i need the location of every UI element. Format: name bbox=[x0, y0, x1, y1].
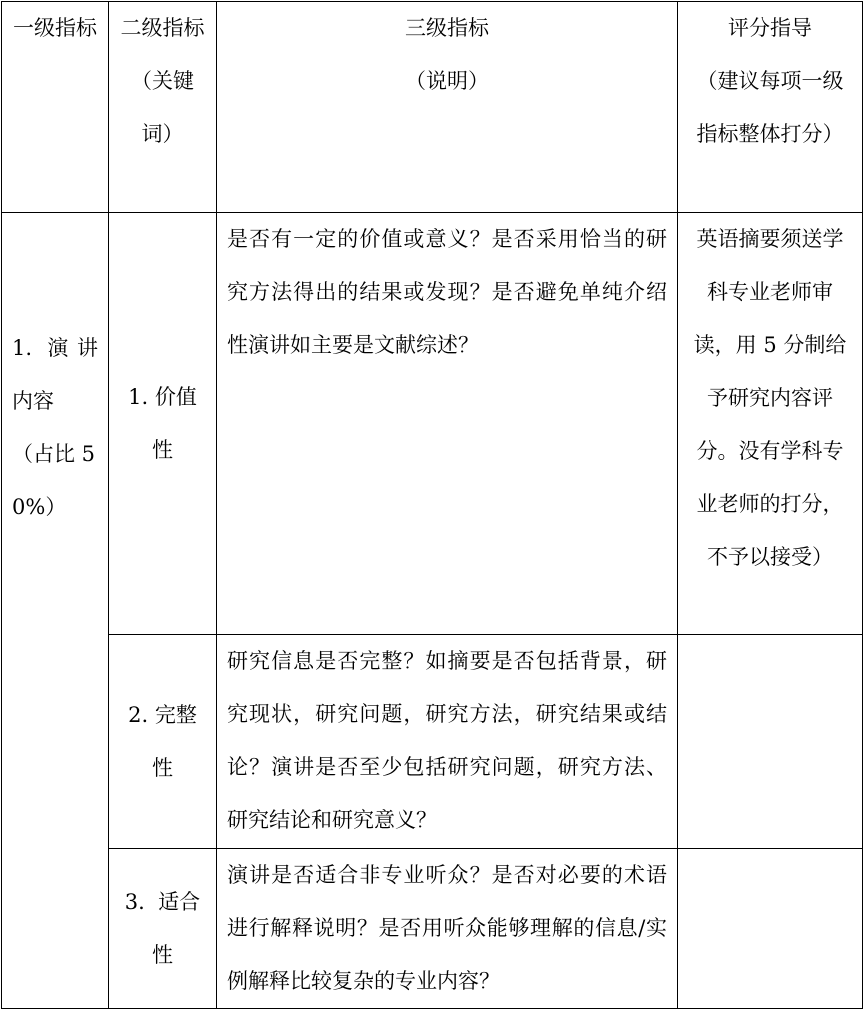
description-cell bbox=[217, 635, 678, 849]
header-primary-label: 一级指标 bbox=[13, 16, 97, 40]
table-row bbox=[2, 849, 863, 1009]
header-guide-label: 评分指导 bbox=[728, 16, 812, 40]
secondary-indicator-cell bbox=[109, 849, 217, 1009]
description-text: 是否有一定的价值或意义？是否采用恰当的研究方法得出的结果或发现？是否避免单纯介绍性演讲如主要是文献综述？ bbox=[227, 227, 667, 357]
secondary-indicator-label: 3. 适合性 bbox=[124, 889, 201, 967]
description-cell bbox=[217, 213, 678, 635]
description-text: 演讲是否适合非专业听众？是否对必要的术语进行解释说明？是否用听众能够理解的信息/实例解释比较复杂的专业内容？ bbox=[227, 863, 667, 993]
primary-indicator-label: 1. 演讲内容 bbox=[12, 336, 98, 413]
guide-text: 英语摘要须送学科专业老师审读，用 5 分制给予研究内容评分。没有学科专业老师的打分，不予以接受） bbox=[693, 227, 847, 569]
table-row bbox=[2, 213, 863, 635]
guide-cell bbox=[678, 635, 863, 849]
header-tertiary-sub: （说明） bbox=[405, 69, 489, 93]
guide-cell bbox=[678, 849, 863, 1009]
header-secondary-indicator bbox=[109, 2, 217, 213]
description-text: 研究信息是否完整？如摘要是否包括背景，研究现状，研究问题，研究方法，研究结果或结论？演讲是否至少包括研究问题，研究方法、研究结论和研究意义？ bbox=[227, 649, 667, 832]
secondary-indicator-cell bbox=[109, 635, 217, 849]
header-tertiary-indicator bbox=[217, 2, 678, 213]
scoring-criteria-table bbox=[1, 1, 863, 1009]
secondary-indicator-cell bbox=[109, 213, 217, 635]
table-header-row bbox=[2, 2, 863, 213]
header-secondary-label: 二级指标 bbox=[120, 16, 205, 40]
primary-indicator-cell bbox=[2, 213, 109, 1009]
header-secondary-sub: （关键词） bbox=[131, 69, 194, 146]
guide-cell bbox=[678, 213, 863, 635]
secondary-indicator-label: 2. 完整性 bbox=[128, 702, 197, 780]
table-row bbox=[2, 635, 863, 849]
primary-indicator-ratio: （占比 50%） bbox=[12, 442, 96, 519]
header-primary-indicator bbox=[2, 2, 109, 213]
secondary-indicator-label: 1. 价值性 bbox=[128, 384, 197, 462]
header-guide-sub: （建议每项一级指标整体打分） bbox=[696, 69, 844, 146]
description-cell bbox=[217, 849, 678, 1009]
header-scoring-guide bbox=[678, 2, 863, 213]
header-tertiary-label: 三级指标 bbox=[405, 16, 489, 40]
